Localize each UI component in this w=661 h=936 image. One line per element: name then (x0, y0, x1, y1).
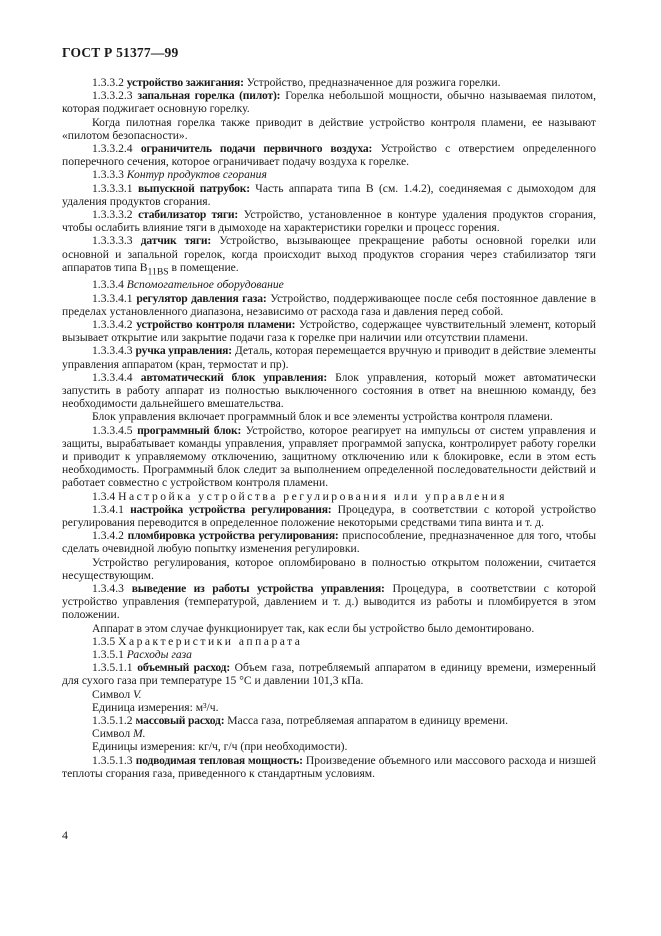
term-definition: выведение из работы устройства управления: (131, 582, 385, 596)
clause-number: 1.3.4.2 (92, 529, 124, 543)
page-number: 4 (62, 828, 68, 842)
paragraph-text: Символ (92, 727, 133, 741)
clause-number: 1.3.5 (92, 634, 116, 648)
clause-number: 1.3.5.1.3 (92, 753, 133, 767)
paragraph-text: Символ (92, 687, 133, 701)
paragraph-text: Горелка небольшой мощности, обычно называемая пилотом, которая поджигает основную горелку. (62, 89, 597, 116)
clause-number: 1.3.4 (92, 489, 116, 503)
paragraph (62, 582, 596, 622)
paragraph (62, 76, 596, 89)
section-heading: Характеристики аппарата (118, 634, 303, 648)
term-definition: запальная горелка (пилот): (137, 89, 281, 103)
paragraph-text: Единицы измерения: кг/ч, г/ч (при необходимости). (92, 740, 348, 754)
term-definition: регулятор давления газа: (136, 291, 267, 305)
section-heading: Контур продуктов сгорания (126, 168, 267, 182)
paragraph (62, 648, 596, 661)
term-definition: массовый расход: (135, 714, 225, 728)
clause-number: 1.3.3.4 (92, 278, 124, 292)
paragraph-text: Устройство, содержащее чувствительный элемент, который вызывает открытие или закрытие подачи газа к горелке при наличии или отсутствии пламени. (62, 317, 596, 345)
term-definition: устройство контроля пламени: (136, 317, 296, 331)
clause-number: 1.3.3.2 (92, 76, 124, 89)
paragraph (62, 754, 596, 780)
paragraph (62, 635, 596, 648)
paragraph (62, 714, 596, 727)
paragraph (62, 371, 596, 411)
paragraph-text: Аппарат в этом случае функционирует так, как если бы устройство было демонтировано. (92, 621, 535, 635)
paragraph (62, 318, 596, 344)
term-definition: выпускной патрубок: (137, 181, 250, 195)
paragraph-text: Деталь, которая перемещается вручную и приводит в действие элементы управления аппаратом (кран, термостат и пр). (62, 344, 596, 371)
paragraph-text: Устройство регулирования, которое опломбировано в полностью открытом положении, считается несуществующим. (62, 555, 596, 582)
paragraph (62, 234, 596, 278)
paragraph-text: Устройство с отверстием определенного поперечного сечения, которое ограничивает подачу воздуха к горелке. (62, 142, 597, 169)
clause-number: 1.3.3.2.4 (92, 142, 133, 156)
paragraph (62, 529, 596, 555)
paragraph (62, 278, 596, 291)
term-definition: объемный расход: (137, 661, 230, 675)
clause-number: 1.3.3.4.4 (92, 370, 133, 384)
paragraph (62, 740, 596, 753)
document-body (62, 76, 596, 780)
symbol: V. (133, 687, 142, 701)
paragraph-text: Масса газа, потребляемая аппаратом в единицу времени. (224, 714, 509, 728)
term-definition: ручка управления: (135, 344, 232, 358)
clause-number: 1.3.3.3.1 (92, 181, 133, 195)
clause-number: 1.3.3.3.2 (92, 208, 133, 222)
clause-number: 1.3.4.3 (92, 582, 124, 596)
paragraph-text: Устройство, поддерживающее после себя постоянное давление в пределах установленного диапазона, независимо от расхода газа и давления перед собой. (62, 291, 596, 318)
paragraph (62, 622, 596, 635)
paragraph (62, 116, 596, 142)
section-heading: Вспомогательное оборудование (126, 278, 284, 292)
paragraph-text: Устройство, вызывающее прекращение работы основной горелки или основной и запальной горелок, когда происходит выход продуктов сгорания через стабилизатор тяги аппаратов типа В (62, 234, 596, 274)
term-definition: автоматический блок управления: (140, 370, 327, 384)
paragraph-text: приспособление, предназначенное для того, чтобы сделать очевидной любую попытку изменения регулировки. (62, 529, 597, 556)
term-definition: программный блок: (137, 423, 242, 437)
paragraph (62, 208, 596, 234)
paragraph-text: Устройство, которое реагирует на импульсы от систем управления и защиты, вырабатывает команды управления, управляет программой запуска, контролирует работу горелки и приводит к управляемому отключению, защитному отключению или к блокировке, если в этом есть необходимость. Программный блок следит за выполнением определенной последовательности действий и работает совместно с устройством контроля пламени. (62, 423, 596, 490)
subscript: 11BS (147, 266, 169, 278)
symbol: M. (133, 727, 146, 741)
paragraph (62, 556, 596, 582)
paragraph (62, 168, 596, 181)
paragraph-text: Когда пилотная горелка также приводит в действие устройство контроля пламени, ее называют «пилотом безопасности». (62, 115, 596, 142)
paragraph-text: Блок управления, который может автоматически запустить в работу аппарат из полностью выключенного состояния в ответ на внешнюю команду, без необходимости дальнейшего вмешательства. (62, 370, 596, 411)
clause-number: 1.3.3.4.3 (92, 344, 133, 358)
clause-number: 1.3.3.3 (92, 168, 124, 182)
paragraph (62, 344, 596, 370)
paragraph (62, 424, 596, 490)
paragraph-text: в помещение. (168, 260, 239, 274)
clause-number: 1.3.3.3.3 (92, 234, 133, 248)
clause-number: 1.3.5.1.2 (92, 714, 133, 728)
term-definition: стабилизатор тяги: (138, 208, 239, 222)
clause-number: 1.3.4.1 (92, 502, 124, 516)
term-definition: ограничитель подачи первичного воздуха: (140, 142, 373, 156)
paragraph (62, 89, 596, 115)
paragraph-text: Процедура, в соответствии с которой устройство управления (температурой, давлением и т. д.) выводится из работы и пломбируется в этом положении. (62, 582, 596, 622)
paragraph-text: Объем газа, потребляемый аппаратом в единицу времени, измеренный для сухого газа при температуре 15 °С и давлении 101,3 кПа. (62, 661, 597, 688)
term-definition: датчик тяги: (140, 234, 212, 248)
paragraph (62, 701, 596, 714)
paragraph-text: Единица измерения: м³/ч. (92, 700, 219, 714)
paragraph (62, 292, 596, 318)
term-definition: настройка устройства регулирования: (130, 502, 332, 516)
paragraph-text: Устройство, предназначенное для розжига горелки. (243, 76, 501, 89)
paragraph-text: Часть аппарата типа В (см. 1.4.2), соединяемая с дымоходом для удаления продуктов сгорания. (62, 181, 596, 208)
document-header: ГОСТ Р 51377—99 (62, 45, 179, 60)
clause-number: 1.3.3.4.5 (92, 423, 133, 437)
paragraph (62, 727, 596, 740)
paragraph (62, 661, 596, 687)
paragraph (62, 490, 596, 503)
clause-number: 1.3.5.1 (92, 648, 124, 662)
paragraph-text: Произведение объемного или массового расхода и низшей теплоты сгорания газа, приведенного к стандартным условиям. (62, 753, 596, 780)
paragraph (62, 142, 596, 168)
section-heading: Расходы газа (126, 648, 192, 662)
term-definition: устройство зажигания: (126, 76, 244, 89)
paragraph (62, 182, 596, 208)
paragraph-text: Устройство, установленное в контуре удаления продуктов сгорания, чтобы ослабить влияние тяги в дымоходе на характеристики горелки и процесс горения. (62, 208, 596, 235)
clause-number: 1.3.5.1.1 (92, 661, 133, 675)
term-definition: подводимая тепловая мощность: (135, 753, 303, 767)
clause-number: 1.3.3.4.1 (92, 291, 133, 305)
paragraph (62, 688, 596, 701)
clause-number: 1.3.3.2.3 (92, 89, 133, 103)
section-heading: Настройка устройства регулирования или управления (118, 489, 508, 503)
paragraph (62, 503, 596, 529)
clause-number: 1.3.3.4.2 (92, 317, 133, 331)
paragraph-text: Блок управления включает программный блок и все элементы устройства контроля пламени. (92, 410, 553, 424)
term-definition: пломбировка устройства регулирования: (127, 529, 339, 543)
paragraph-text: Процедура, в соответствии с которой устройство регулирования переводится в определенное положение некоторыми средствами типа винта и т. д. (62, 502, 596, 530)
paragraph (62, 410, 596, 423)
